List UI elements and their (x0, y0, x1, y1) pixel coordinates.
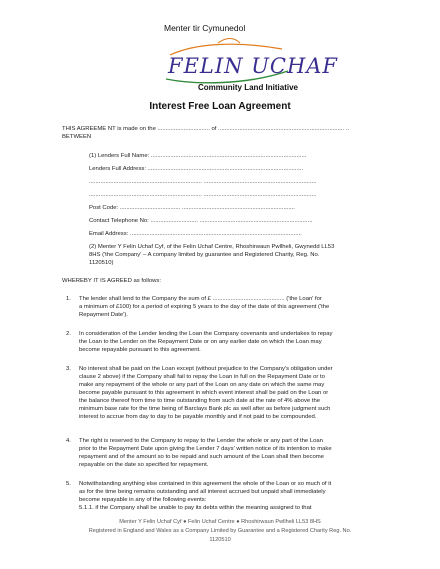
clause-number: 3. (66, 366, 71, 372)
footer-reg-number: 1120510 (209, 537, 231, 543)
agreement-date-line: THIS AGREEME NT is made on the ................................ of ............................................................................. .. (62, 126, 349, 132)
address-line-2: ..................................................................... ..................................................................... (89, 179, 317, 185)
clause-3-line: No interest shall be paid on the Loan except (without prejudice to the Company's obligation under (79, 366, 333, 372)
clause-2-line: In consideration of the Lender lending the Loan the Company covenants and undertakes to repay (79, 331, 333, 337)
party2-line-3: 1120510) (89, 260, 114, 266)
clause-3-line: interest to accrue from day to day to be payable monthly and if not paid to be compounded. (79, 414, 317, 420)
address-line-3: ..................................................................... ..................................................................... (89, 192, 317, 198)
clause-3-line: minimum base rate for the time being of Barclays Bank plc as well after as before judgment such (79, 406, 331, 412)
logo-subtitle: Community Land Initiative (198, 83, 299, 92)
clause-5-line: as for the time being remains outstanding and all interest accrued but unpaid shall immediately (79, 489, 326, 495)
telephone-line: Contact Telephone No: ............................. ..................................................................... (89, 218, 313, 224)
clause-3-line: the balance thereof from time to time outstanding from such date at the rate of 4% above the (79, 398, 321, 404)
clause-3-line: become payable pursuant to this agreement in which event interest shall be paid on the Loan or (79, 390, 329, 396)
clause-4-line: The right is reserved to the Company to repay to the Lender the whole or any part of the Loan (79, 438, 323, 444)
org-name: Menter tir Cymunedol (164, 23, 246, 33)
footer-address: Menter Y Felin Uchaf Cyf ● Felin Uchaf Centre ● Rhoshirwaun Pwllheli LL53 8HS (119, 519, 321, 525)
clause-4-line: repayable on the date so specified for repayment. (79, 462, 209, 468)
clause-5-line: Notwithstanding anything else contained in this agreement the whole of the Loan or so much of it (79, 481, 332, 487)
clause-number: 4. (66, 438, 71, 444)
logo-wordmark: FELIN UCHAF (168, 54, 339, 78)
party2-line-2: 8HS ('the Company' – A company limited by guarantee and Registered Charity, Reg. No. (89, 252, 320, 258)
clause-3-line: clause 2 above) if the Company shall fail to repay the Loan in full on the Repayment Date or to (79, 374, 325, 380)
lender-name-line: (1) Lenders Full Name: ............................................................................................... (89, 153, 307, 159)
clause-number: 5. (66, 481, 71, 487)
clause-2-line: become repayable pursuant to this agreement. (79, 347, 201, 353)
between-label: BETWEEN (62, 134, 92, 140)
clause-1-line: Repayment Date'). (79, 312, 128, 318)
clause-number: 1. (66, 296, 71, 302)
clause-5-subclause: 5.1.1. if the Company shall be unable to pay its debts within the meaning assigned to that (79, 505, 312, 511)
clause-1-line: a minimum of £100) for a period of expiring 5 years to the day of the date of this agreement ('the (79, 304, 330, 310)
clause-4-line: repayment and of the amount so to be repaid and such amount of the Loan shall then become (79, 454, 324, 460)
party2-line-1: (2) Menter Y Felin Uchaf Cyf, of the Felin Uchaf Centre, Rhoshirwaun Pwllheli, Gwynedd LL53 (89, 244, 335, 250)
clause-1-line: The lender shall lend to the Company the sum of £ ............................................ ('the Loan' for (79, 296, 322, 302)
document-title: Interest Free Loan Agreement (149, 101, 291, 112)
lender-address-line: Lenders Full Address: ............................................................................................... (89, 166, 304, 172)
clause-4-line: prior to the Repayment Date upon giving the Lender 7 days' written notice of its intention to make (79, 446, 332, 452)
email-line: Email Address: ......................................................................................................... (89, 231, 302, 237)
clause-number: 2. (66, 331, 71, 337)
whereby-heading: WHEREBY IT IS AGREED as follows: (62, 278, 161, 284)
clause-5-line: become repayable in any of the following events: (79, 497, 207, 503)
clause-2-line: the Loan to the Lender on the Repayment Date or on any earlier date on which the Loan may (79, 339, 322, 345)
footer-registration: Registered in England and Wales as a Company Limited by Guarantee and a Registered Charity Reg. No. (88, 528, 352, 534)
clause-3-line: make any repayment of the whole or any part of the Loan on any date on which the same may (79, 382, 325, 388)
post-code-line: Post Code: ..................................... ..................................................................... (89, 205, 295, 211)
